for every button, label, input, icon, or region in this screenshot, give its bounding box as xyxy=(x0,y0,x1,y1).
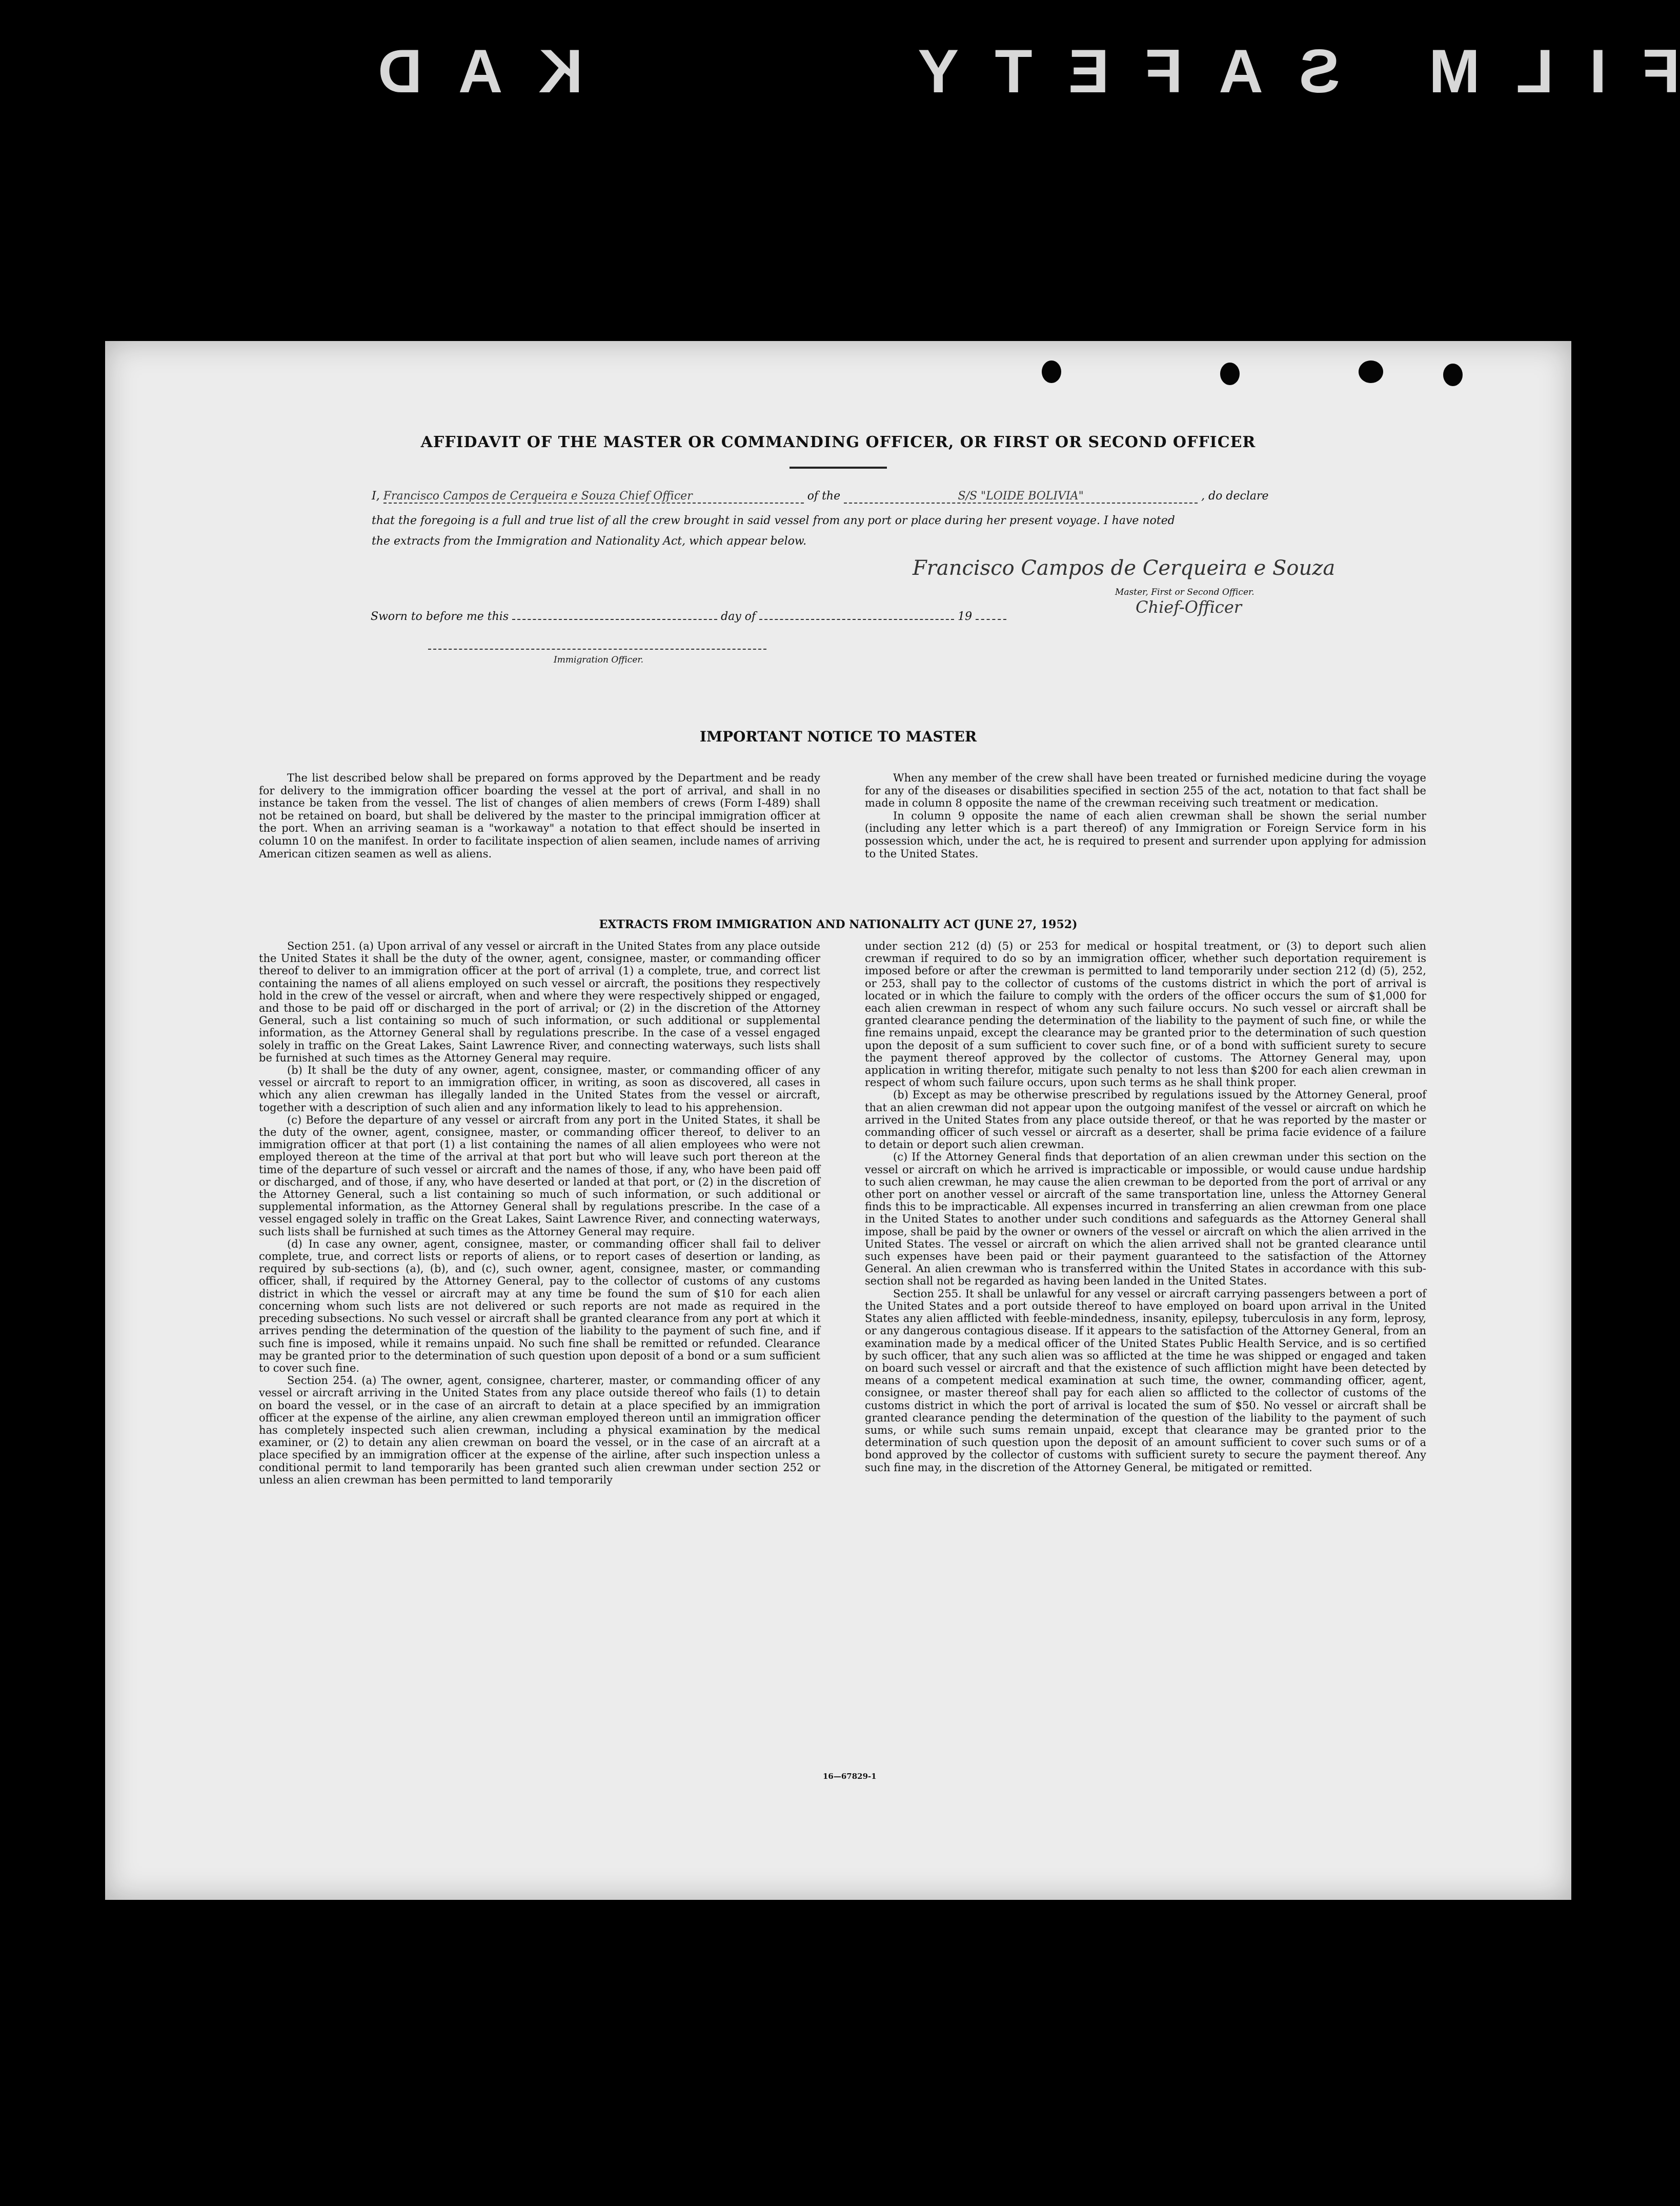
notice-right-column xyxy=(865,772,1426,860)
sworn-date-field xyxy=(512,619,717,620)
signature-rank: Chief-Officer xyxy=(1136,597,1242,617)
section-251-a: Section 251. (a) Upon arrival of any vessel or aircraft in the United States from any place outside the United States it shall be the duty of the owner, agent, consignee, master, or commanding officer thereof to deliver to an immigration officer at the port of arrival (1) a complete, true, and correct list containing the names of all aliens employed on such vessel or aircraft, the positions they respectively hold in the crew of the vessel or aircraft, when and where they were respectively shipped or engaged, and those to be paid off or discharged in the port of arrival; or (2) in the discretion of the Attorney General, such a list containing so much of such information, or such additional or supplemental information, as the Attorney General shall by regulations prescribe. In the case of a vessel engaged solely in traffic on the Great Lakes, Saint Lawrence River, and connecting waterways, such lists shall be furnished at such times as the Attorney General may require. xyxy=(259,940,820,1064)
of-the-label: of the xyxy=(807,490,841,503)
officer-name: Francisco Campos de Cerqueira e Souza xyxy=(383,490,616,503)
year-prefix: 19 xyxy=(958,610,973,623)
extracts-right-column xyxy=(865,940,1426,1474)
punch-hole xyxy=(1443,364,1463,386)
declaration-line-3: the extracts from the Immigration and Nationality Act, which appear below. xyxy=(372,535,807,548)
affidavit-title: AFFIDAVIT OF THE MASTER OR COMMANDING OFFICER, OR FIRST OR SECOND OFFICER xyxy=(420,433,1256,451)
film-edge-left: FILM SAFETY xyxy=(882,37,1680,106)
do-declare-label: , do declare xyxy=(1201,490,1269,503)
punch-hole xyxy=(1220,363,1240,385)
title-rule xyxy=(790,467,887,469)
section-251-d: (d) In case any owner, agent, consignee, master, or commanding officer shall fail to deliver complete, true, and correct lists or reports of aliens, or to report cases of desertion or landing, as required by sub-sections (a), (b), and (c), such owner, agent, consignee, master, or commanding officer, shall, if required by the Attorney General, pay to the collector of customs of any customs district in which the vessel or aircraft may at any time be found the sum of $10 for each alien concerning whom such lists are not delivered or such reports are not made as required in the preceding subsections. No such vessel or aircraft shall be granted clearance from any port at which it arrives pending the determination of the question of the liability to the payment of such fine, and if such fine is imposed, while it remains unpaid. No such fine shall be remitted or refunded. Clearance may be granted prior to the determination of such question upon deposit of a bond or a sum sufficient to cover such fine. xyxy=(259,1237,820,1374)
section-255: Section 255. It shall be unlawful for any vessel or aircraft carrying passengers between a port of the United States and a port outside thereof to have employed on board upon arrival in the United States any alien afflicted with feeble-mindedness, insanity, epilepsy, tuberculosis in any form, leprosy, or any dangerous contagious disease. If it appears to the satisfaction of the Attorney General, from an examination made by a medical officer of the United States Public Health Service, and is so certified by such officer, that any such alien was so afflicted at the time he was shipped or engaged and taken on board such vessel or aircraft and that the existence of such affliction might have been detected by means of a competent medical examination at such time, the owner, commanding officer, agent, consignee, or master thereof shall pay for each alien so afflicted to the collector of customs of the customs district in which the port of arrival is located the sum of $50. No vessel or aircraft shall be granted clearance pending the determination of the question of the liability to the payment of such sums, or while such sums remain unpaid, except that clearance may be granted prior to the determination of such question upon the deposit of an amount sufficient to cover such sums or of a bond approved by the collector of customs with sufficient surety to secure the payment thereof. Any such fine may, in the discretion of the Attorney General, be mitigated or remitted. xyxy=(865,1287,1426,1474)
year-field xyxy=(976,619,1006,620)
section-254-a: Section 254. (a) The owner, agent, consignee, charterer, master, or commanding officer of any vessel or aircraft arriving in the United States from any place outside thereof who fails (1) to detain on board the vessel, or in the case of an aircraft to detain at a place specified by an immigration officer at the expense of the airline, any alien crewman employed thereon until an immigration officer has completely inspected such alien crewman, including a physical examination by the medical examiner, or (2) to detain any alien crewman on board the vessel, or in the case of an aircraft at a place specified by an immigration officer at the expense of the airline, after such inspection unless a conditional permit to land temporarily has been granted such alien crewman under section 252 or unless an alien crewman has been permitted to land temporarily xyxy=(259,1374,820,1486)
notice-right-paragraph: When any member of the crew shall have been treated or furnished medicine during the voyage for any of the diseases or disabilities specified in section 255 of the act, notation to that fact shall be made in column 8 opposite the name of the crewman receiving such treatment or medication. xyxy=(865,772,1426,810)
section-254-b: (b) Except as may be otherwise prescribed by regulations issued by the Attorney General, proof that an alien crewman did not appear upon the outgoing manifest of the vessel or aircraft on which he arrived in the United States from any place outside thereof, or that he was reported by the master or commanding officer of such vessel or aircraft as a deserter, shall be prima facie evidence of a failure to detain or deport such alien crewman. xyxy=(865,1089,1426,1151)
notice-right-paragraph: In column 9 opposite the name of each alien crewman shall be shown the serial number (including any letter which is a part thereof) of any Immigration or Foreign Service form in his possession which, under the act, he is required to present and surrender upon applying for admission to the United States. xyxy=(865,809,1426,860)
notice-left-column xyxy=(259,772,820,860)
immigration-officer-signature-line xyxy=(428,649,766,650)
section-251-c: (c) Before the departure of any vessel or aircraft from any port in the United States, it shall be the duty of the owner, agent, consignee, master, or commanding officer thereof, to deliver to an immigration officer at that port (1) a list containing the names of all alien employees who were not employed thereon at the time of the arrival at that port but who will leave such port thereon at the time of the departure of such vessel or aircraft and the names of those, if any, who have been paid off or discharged, and of those, if any, who have deserted or landed at that port, or (2) in the discretion of the Attorney General, such a list containing so much of such information, or such additional or supplemental information, as the Attorney General shall by regulations prescribe. In the case of a vessel engaged solely in traffic on the Great Lakes, Saint Lawrence River, and connecting waterways, such lists shall be furnished at such times as the Attorney General may require. xyxy=(259,1113,820,1238)
film-edge-markings xyxy=(0,36,1680,106)
extracts-left-column xyxy=(259,940,820,1486)
signature-caption: Master, First or Second Officer. xyxy=(1115,587,1254,597)
section-254-a-cont: under section 212 (d) (5) or 253 for medical or hospital treatment, or (3) to deport such alien crewman if required to do so by an immigration officer, whether such deportation requirement is imposed before or after the crewman is permitted to land temporarily under section 212 (d) (5), 252, or 253, shall pay to the collector of customs of the customs district in which the port of arrival is located or in which the failure to comply with the orders of the officer occurs the sum of $1,000 for each alien crewman in respect of whom any such failure occurs. No such vessel or aircraft shall be granted clearance pending the determination of the liability to the payment of such fine, or while the fine remains unpaid, except the clearance may be granted prior to the determination of such question upon the deposit of a sum sufficient to cover such fine, or of a bond with sufficient surety to secure the payment thereof approved by the collector of customs. The Attorney General may, upon application in writing therefor, mitigate such penalty to not less than $200 for each alien crewman in respect of whom such failure occurs, upon such terms as he shall think proper. xyxy=(865,940,1426,1089)
notice-title: IMPORTANT NOTICE TO MASTER xyxy=(699,728,977,745)
punch-hole xyxy=(1359,360,1383,383)
sworn-month-field xyxy=(759,619,954,620)
vessel-name: S/S "LOIDE BOLIVIA" xyxy=(844,490,1198,504)
section-251-b: (b) It shall be the duty of any owner, agent, consignee, master, or commanding officer of any vessel or aircraft to report to an immigration officer, in writing, as soon as discovered, all cases in which any alien crewman has illegally landed in the United States from the vessel or aircraft, together with a description of such alien and any information likely to lead to his apprehension. xyxy=(259,1064,820,1114)
declaration-line-1 xyxy=(372,490,1269,504)
section-254-c: (c) If the Attorney General finds that deportation of an alien crewman under this section on the vessel or aircraft on which he arrived is impracticable or impossible, or would cause undue hardship to such alien crewman, he may cause the alien crewman to be deported from the port of arrival or any other port on another vessel or aircraft of the same transportation line, unless the Attorney General finds this to be impracticable. All expenses incurred in transferring an alien crewman from one place in the United States to another under such conditions and safeguards as the Attorney General shall impose, shall be paid by the owner or owners of the vessel or aircraft on which the alien arrived in the United States. The vessel or aircraft on which the alien arrived shall not be granted clearance until such expenses have been paid or their payment guaranteed to the satisfaction of the Attorney General. An alien crewman who is transferred within the United States in accordance with this sub-section shall not be regarded as having been landed in the United States. xyxy=(865,1151,1426,1288)
immigration-officer-label: Immigration Officer. xyxy=(554,655,644,665)
document-page xyxy=(105,341,1571,1900)
officer-name-field xyxy=(383,490,804,504)
punch-hole xyxy=(1042,360,1061,383)
film-edge-right: KAD xyxy=(342,37,583,106)
declaration-i: I, xyxy=(372,490,380,503)
officer-signature: Francisco Campos de Cerqueira e Souza xyxy=(913,556,1335,580)
extracts-title: EXTRACTS FROM IMMIGRATION AND NATIONALITY ACT (JUNE 27, 1952) xyxy=(599,918,1078,931)
notice-left-paragraph: The list described below shall be prepared on forms approved by the Department and be ready for delivery to the immigration officer boarding the vessel at the port of arrival, and shall in no instance be taken from the vessel. The list of changes of alien members of crews (Form I-489) shall not be retained on board, but shall be delivered by the master to the principal immigration officer at the port. When an arriving seaman is a "workaway" a notation to that effect should be inserted in column 10 on the manifest. In order to facilitate inspection of alien seamen, include names of arriving American citizen seamen as well as aliens. xyxy=(259,772,820,860)
sworn-line xyxy=(371,610,1006,623)
sworn-label: Sworn to before me this xyxy=(371,610,509,623)
officer-rank: Chief Officer xyxy=(619,490,693,503)
declaration-line-2: that the foregoing is a full and true list of all the crew brought in said vessel from any port or place during her present voyage. I have noted xyxy=(372,514,1175,527)
day-of-label: day of xyxy=(721,610,756,623)
form-number: 16—67829-1 xyxy=(823,1772,877,1781)
